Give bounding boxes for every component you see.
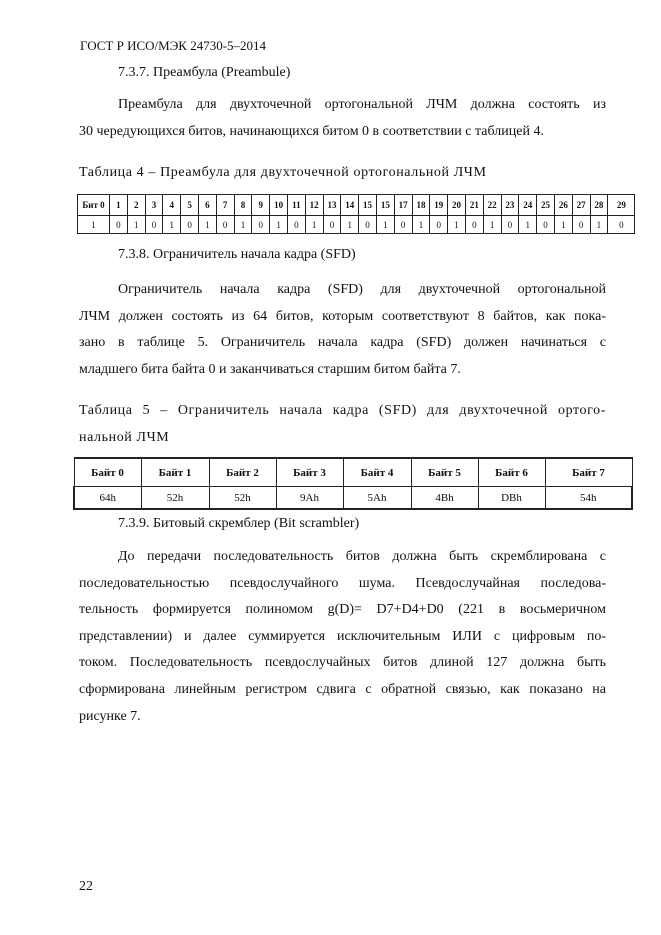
table-5-header-cell: Байт 4: [343, 458, 411, 487]
table-5: [73, 457, 633, 510]
table-4-value-cell: 1: [448, 216, 466, 234]
table-5-value-cell: 4Bh: [411, 487, 478, 510]
paragraph-line: Преамбула для двухточечной ортогональной ЛЧМ должна состоять из: [118, 97, 606, 112]
table-5-value-cell: 64h: [74, 487, 141, 510]
table-4-value-cell: 0: [465, 216, 483, 234]
table-4-header-cell: 9: [252, 195, 270, 216]
section-7-3-8-paragraph: [79, 277, 606, 383]
table-4-value-cell: 0: [216, 216, 234, 234]
table-4-value-cell: 1: [341, 216, 359, 234]
table-4-header-cell: 21: [465, 195, 483, 216]
table-4-value-cell: 0: [181, 216, 199, 234]
table-4-header-cell: 29: [608, 195, 635, 216]
table-4-header-row: [78, 195, 635, 216]
table-4-header-cell: 19: [430, 195, 448, 216]
table-4-header-cell: 11: [287, 195, 305, 216]
paragraph-line: сформирована линейным регистром сдвига с обратной связью, как показано на: [79, 681, 606, 697]
table-5-header-cell: Байт 7: [545, 458, 632, 487]
paragraph-line: тельность формируется полиномом g(D)= D7+D4+D0 (221 в восьмеричном: [79, 602, 606, 618]
table-4-value-cell: 1: [234, 216, 252, 234]
table-4-header-cell: 25: [537, 195, 555, 216]
table-4-caption: Таблица 4 – Преамбула для двухточечной ортогональной ЛЧМ: [79, 165, 487, 180]
table-5-header-cell: Байт 1: [141, 458, 209, 487]
table-4-value-cell: 0: [430, 216, 448, 234]
table-5-value-cell: DBh: [478, 487, 545, 510]
table-4-value-cell: 1: [519, 216, 537, 234]
table-4-header-cell: 6: [198, 195, 216, 216]
table-4-value-cell: 0: [572, 216, 590, 234]
table-4-header-cell: 2: [127, 195, 145, 216]
table-4-value-cell: 0: [323, 216, 341, 234]
table-4-header-cell: 13: [323, 195, 341, 216]
table-4-value-row: [78, 216, 635, 234]
table-5-header-cell: Байт 2: [209, 458, 276, 487]
table-4-header-cell: 15: [359, 195, 377, 216]
table-4-value-cell: 1: [127, 216, 145, 234]
table-4-header-cell: 15: [376, 195, 394, 216]
table-4-value-cell: 0: [110, 216, 128, 234]
page-number: 22: [79, 879, 93, 894]
table-4-value-cell: 0: [145, 216, 163, 234]
table-4-header-cell: 24: [519, 195, 537, 216]
table-4-value-cell: 0: [501, 216, 519, 234]
table-4-header-cell: 17: [394, 195, 412, 216]
table-4-header-cell: 5: [181, 195, 199, 216]
table-5-caption-continued: нальной ЛЧМ: [79, 430, 170, 445]
table-4-value-cell: 1: [376, 216, 394, 234]
table-4-header-cell: 28: [590, 195, 608, 216]
table-5-value-row: [74, 487, 632, 510]
table-4-value-cell: 1: [270, 216, 288, 234]
table-4-header-cell: 1: [110, 195, 128, 216]
document-header: ГОСТ Р ИСО/МЭК 24730-5–2014: [80, 38, 267, 53]
table-5-header-row: [74, 458, 632, 487]
paragraph-line: представлении) и далее суммируется исключительным ИЛИ с цифровым по-: [79, 628, 606, 644]
table-4-header-cell: 18: [412, 195, 430, 216]
table-4: [77, 194, 635, 234]
table-4-header-cell: 27: [572, 195, 590, 216]
paragraph-line: зано в таблице 5. Ограничитель начала кадра (SFD) должен начинаться с: [79, 335, 606, 351]
table-4-value-cell: 0: [537, 216, 555, 234]
section-7-3-9-title: 7.3.9. Битовый скремблер (Bit scrambler): [118, 516, 360, 531]
table-4-value-cell: 1: [483, 216, 501, 234]
table-4-value-cell: 1: [305, 216, 323, 234]
table-4-value-cell: 0: [252, 216, 270, 234]
table-4-value-cell: 0: [287, 216, 305, 234]
table-4-header-cell: 8: [234, 195, 252, 216]
table-5-header-cell: Байт 0: [74, 458, 141, 487]
paragraph-line: последовательностью псевдослучайного шума. Псевдослучайная последова-: [79, 575, 606, 591]
table-4-header-cell: 4: [163, 195, 181, 216]
section-7-3-9-paragraph: [79, 544, 606, 730]
table-4-value-cell: 1: [554, 216, 572, 234]
section-7-3-7-paragraph: [79, 92, 606, 145]
table-4-header-cell: Бит 0: [78, 195, 110, 216]
table-5-value-cell: 52h: [141, 487, 209, 510]
table-4-value-cell: 0: [608, 216, 635, 234]
table-5-value-cell: 5Ah: [343, 487, 411, 510]
table-4-header-cell: 10: [270, 195, 288, 216]
table-5-value-cell: 54h: [545, 487, 632, 510]
table-4-value-cell: 1: [590, 216, 608, 234]
table-5-header-cell: Байт 3: [276, 458, 343, 487]
table-5-header-cell: Байт 5: [411, 458, 478, 487]
paragraph-line: младшего бита байта 0 и заканчиваться старшим битом байта 7.: [79, 361, 461, 377]
table-4-value-cell: 1: [198, 216, 216, 234]
table-4-header-cell: 3: [145, 195, 163, 216]
paragraph-line: 30 чередующихся битов, начинающихся битом 0 в соответствии с таблицей 4.: [79, 123, 544, 139]
paragraph-line: Ограничитель начала кадра (SFD) для двухточечной ортогональной: [118, 282, 606, 297]
section-7-3-8-title: 7.3.8. Ограничитель начала кадра (SFD): [118, 247, 356, 262]
table-4-value-cell: 1: [78, 216, 110, 234]
paragraph-line: До передачи последовательность битов должна быть скремблирована с: [118, 549, 606, 564]
table-4-value-cell: 1: [412, 216, 430, 234]
table-5-value-cell: 52h: [209, 487, 276, 510]
table-4-header-cell: 7: [216, 195, 234, 216]
section-7-3-7-title: 7.3.7. Преамбула (Preambule): [118, 65, 291, 80]
table-4-value-cell: 0: [394, 216, 412, 234]
table-4-header-cell: 26: [554, 195, 572, 216]
table-4-header-cell: 12: [305, 195, 323, 216]
table-4-value-cell: 0: [359, 216, 377, 234]
table-4-value-cell: 1: [163, 216, 181, 234]
table-4-header-cell: 20: [448, 195, 466, 216]
table-5-value-cell: 9Ah: [276, 487, 343, 510]
paragraph-line: ЛЧМ должен состоять из 64 битов, которым соответствуют 8 байтов, как пока-: [79, 308, 606, 324]
table-4-header-cell: 22: [483, 195, 501, 216]
table-4-header-cell: 23: [501, 195, 519, 216]
table-5-caption: Таблица 5 – Ограничитель начала кадра (SFD) для двухточечной ортого-: [79, 403, 606, 418]
paragraph-line: рисунке 7.: [79, 708, 141, 724]
table-5-header-cell: Байт 6: [478, 458, 545, 487]
table-4-header-cell: 14: [341, 195, 359, 216]
paragraph-line: током. Последовательность псевдослучайных битов длиной 127 должна быть: [79, 655, 606, 671]
